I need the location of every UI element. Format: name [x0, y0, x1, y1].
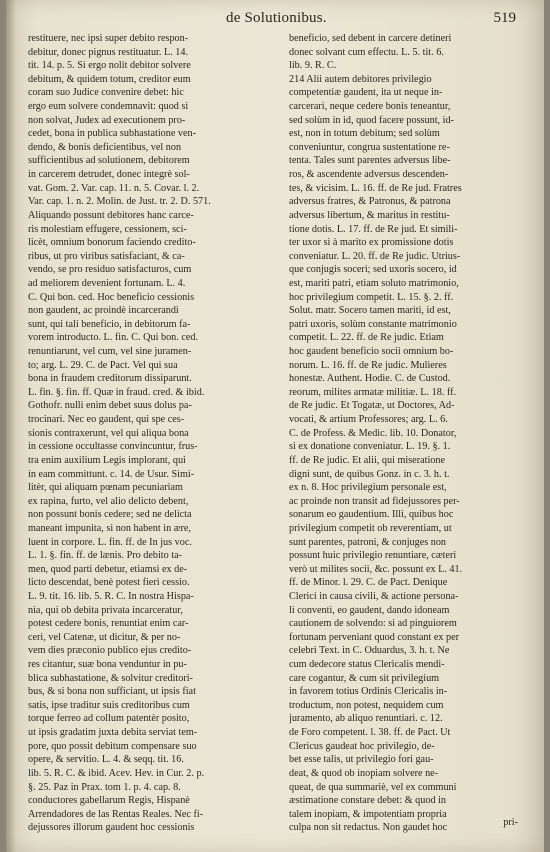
text-line: ut ipsis gradatim juxta debita serviat tem- [28, 727, 198, 739]
text-line: C. de Profess. & Medic. lib. 10. Donator, [289, 427, 457, 439]
text-line: men, quod parti debetur, etiamsi ex de- [28, 563, 188, 575]
text-line: tes, & vicisim. L. 16. ff. de Re jud. Fratres [289, 182, 462, 194]
text-line: possunt huic privilegio renuntiare, cæteri [289, 550, 457, 562]
text-line: est, non in totum debitum; sed solùm [289, 128, 440, 140]
text-line: adversus fratres, & Patronus, & patrona [289, 196, 451, 208]
text-line: dejussores illorum gaudent hoc cessionis [28, 822, 195, 834]
text-line: ff. de Minor. l. 29. C. de Pact. Denique [289, 577, 448, 589]
text-line: Gothofr. nulli enim debet suus dolus pa- [28, 400, 192, 412]
text-line: §. 25. Paz in Prax. tom 1. p. 4. cap. 8. [28, 781, 181, 793]
text-line: hoc privilegium competit. L. 15. §. 2. ff. [289, 291, 454, 303]
catchword: pri- [503, 817, 518, 828]
text-line: L. fin. §. fin. ff. Quæ in fraud. cred. & ibid. [28, 386, 205, 398]
text-line: potest cedere bonis, renuntiat enim car- [28, 618, 189, 630]
text-line: privilegium competit ob reverentiam, ut [289, 522, 452, 534]
text-line: adversus libertum, & maritus in restitu- [289, 209, 450, 221]
text-line: bus, & si bona non sufficiant, ut ipsis fiat [28, 686, 196, 698]
text-line: sonarum eo gaudentium. Illi, quibus hoc [289, 509, 454, 521]
text-line: pore, quo possit debitum compensare suo [28, 740, 197, 752]
text-line: cum dedecore status Clericalis mendi- [289, 659, 445, 671]
text-line: tione dotis. L. 17. ff. de Re jud. Et simili- [289, 223, 458, 235]
text-line: deat, & quod ob inopiam solvere ne- [289, 767, 439, 779]
text-line: in favorem totius Ordinis Clericalis in- [289, 686, 448, 698]
text-line: renuntiarunt, vel cum, vel sine juramen- [28, 346, 192, 358]
text-line: sunt, qui tali beneficio, in debitorum fa- [28, 318, 191, 330]
text-line: ribus, ut pro viribus satisfaciant, & ca- [28, 250, 185, 262]
text-line: debitur, donec pignus restituatur. L. 14. [28, 46, 189, 58]
text-line: non solvat, Judex ad executionem pro- [28, 114, 186, 126]
text-line: L. 9. tit. 16. lib. 5. R. C. In nostra Hispa- [28, 590, 194, 602]
text-line: sed solùm in id, quod facere possunt, id- [289, 114, 454, 126]
text-line: conveniatur. L. 20. ff. de Re judic. Utrius- [289, 250, 461, 262]
text-line: to; arg. L. 29. C. de Pact. Vel qui sua [28, 359, 178, 371]
text-line: opere, & servitio. L. 4. & seqq. tit. 16. [28, 754, 184, 766]
text-line: lib. 9. R. C. [289, 60, 337, 72]
text-line: dendo, & bonis deficientibus, vel non [28, 141, 182, 153]
text-line: vem dies præconio publico ejus credito- [28, 645, 192, 657]
text-line: trocinari. Nec eo gaudent, qui spe ces- [28, 414, 185, 426]
text-line: competit. L. 22. ff. de Re judic. Etiam [289, 332, 444, 344]
text-line: troductum, non potest, nequidem cum [289, 699, 444, 711]
text-line: vocati, & artium Professores; arg. L. 6. [289, 414, 448, 426]
text-line: vat. Gom. 2. Var. cap. 11. n. 5. Covar. l. 2. [28, 182, 200, 194]
text-line: talem inopiam, & impotentiam propria [289, 808, 447, 820]
text-line: torque ferreo ad collum patentèr posito, [28, 713, 190, 725]
text-line: fortunam perveniant quod constant ex per [289, 631, 460, 643]
book-page [6, 0, 544, 852]
text-line: vendo, se pro residuo satisfacturos, cum [28, 264, 192, 276]
text-line: sufficientibus ad solutionem, debitorem [28, 155, 190, 167]
text-line: res citantur, suæ bona venduntur in pu- [28, 659, 187, 671]
gutter-shadow [6, 0, 16, 852]
text-line: bona in fraudem creditorum dissiparunt. [28, 373, 192, 385]
text-line: de Foro competent. l. 38. ff. de Pact. Ut [289, 727, 451, 739]
text-line: tit. 14. p. 5. Si ergo nolit debitor solvere [28, 60, 191, 72]
text-line: non gaudent, ac proindè incarcerandi [28, 305, 179, 317]
text-line: bet esse talis, ut privilegio fori gau- [289, 754, 434, 766]
text-line: Aliquando possunt debitores hanc carce- [28, 209, 194, 221]
text-line: ff. de Re judic. Et alii, qui miseratione [289, 454, 445, 466]
text-line: reorum, milites armatæ militiæ. L. 18. ff. [289, 386, 457, 398]
text-line: Var. cap. 1. n. 2. Molin. de Just. tr. 2. D. 571. [28, 196, 211, 208]
text-line: donec solvant cum effectu. L. 5. tit. 6. [289, 46, 444, 58]
text-line: ceri, vel Catenæ, ut dicitur, & per no- [28, 631, 181, 643]
text-line: Solut. matr. Socero tamen mariti, id est, [289, 305, 451, 317]
text-line: de Re judic. Et Togatæ, ut Doctores, Ad- [289, 400, 455, 412]
text-line: tenta. Tales sunt parentes adversus libe- [289, 155, 451, 167]
text-line: æstimatione constare debet: & quod in [289, 795, 447, 807]
text-line: honestæ. Authent. Hodie. C. de Custod. [289, 373, 451, 385]
text-line: ex rapina, furto, vel alio delicto debent, [28, 495, 189, 507]
text-line: in cessione occultasse convincuntur, frus- [28, 441, 198, 453]
text-line: blica subhastatione, & solvitur creditori- [28, 672, 193, 684]
text-line: sunt parentes, patroni, & conjuges non [289, 536, 447, 548]
text-line: que conjugis soceri; sed uxoris socero, id [289, 264, 457, 276]
text-line: non possunt bonis cedere; sed ne delicta [28, 509, 192, 521]
text-line: ergo eum solvere condemnavit: quod si [28, 101, 189, 113]
text-line: est, mariti patri, etiam soluto matrimonio, [289, 277, 459, 289]
text-line: conductores gabellarum Regis, Hispanè [28, 795, 190, 807]
right-text-column [289, 32, 529, 835]
text-line: coram suo Judice convenire debet: hic [28, 87, 184, 99]
text-line: juramento, ab aliquo renuntiari. c. 12. [289, 713, 443, 725]
text-line: sionis contraxerunt, vel qui aliqua bona [28, 427, 189, 439]
text-line: luent in corpore. L. fin. ff. de In jus voc. [28, 536, 192, 548]
text-line: celebri Text. in C. Oduardus, 3. h. t. Ne [289, 645, 450, 657]
text-line: carcerari, neque cedere bonis teneantur, [289, 101, 451, 113]
text-line: L. 1. §. fin. ff. de lænis. Pro debito ta- [28, 550, 183, 562]
text-line: queat, de qua summariè, vel ex communi [289, 781, 457, 793]
text-line: Clericus gaudeat hoc privilegio, de- [289, 740, 435, 752]
text-line: ros, & ascendente adversus descenden- [289, 169, 449, 181]
text-line: licèt, omnium bonorum faciendo credito- [28, 237, 196, 249]
text-line: ac proinde non transit ad fidejussores per- [289, 495, 460, 507]
text-line: conveniuntur, congrua sustentatione re- [289, 141, 450, 153]
page-header [6, 8, 544, 34]
text-line: Arrendadores de las Rentas Reales. Nec fi- [28, 808, 204, 820]
text-line: tra enim auxilium Legis implorant, qui [28, 454, 186, 466]
text-line: C. Qui bon. ced. Hoc beneficio cessionis [28, 291, 195, 303]
text-line: si ex donatione conveniatur. L. 19. §. 1. [289, 441, 451, 453]
text-line: licto descendat, benè potest fieri cessio. [28, 577, 190, 589]
text-line: li conventi, eo gaudent, dando idoneam [289, 604, 450, 616]
text-line: maneant impunita, si non habent in ære, [28, 522, 191, 534]
text-line: culpa non sit redactus. Non gaudet hoc [289, 822, 448, 834]
text-line: litèr, qui aliquam pœnam pecuniariam [28, 482, 183, 494]
text-line: restituere, nec ipsi super debito respon- [28, 33, 189, 44]
text-line: in carcerem detrudet, donec integrè sol- [28, 169, 190, 181]
text-line: debitum, & quidem totum, creditor eum [28, 73, 191, 85]
text-line: Clerici in causa civili, & actione persona- [289, 590, 459, 602]
text-line: cautionem de solvendo: si ad pinguiorem [289, 618, 457, 630]
page-number: 519 [493, 10, 516, 26]
text-line: lib. 5. R. C. & ibid. Acev. Hev. in Cur. 2. p. [28, 767, 205, 779]
text-line: in eam committunt. c. 14. de Usur. Simi- [28, 468, 195, 480]
text-line: satis, ipse traditur suis creditoribus cum [28, 699, 190, 711]
text-line: ter uxor si à marito ex promissione dotis [289, 237, 454, 249]
left-text-column [28, 32, 266, 835]
running-head: de Solutionibus. [226, 10, 327, 26]
text-line: beneficio, sed debent in carcere detineri [289, 33, 452, 44]
text-line: verò ut milites socii, &c. possunt ex L. 41. [289, 563, 463, 575]
text-line: 214 Alii autem debitores privilegio [289, 73, 432, 85]
text-line: ex n. 8. Hoc privilegium personale est, [289, 482, 447, 494]
text-line: norum. L. 16. ff. de Re judic. Mulieres [289, 359, 447, 371]
text-line: care cogantur, & cum sit privilegium [289, 672, 440, 684]
text-line: digni sunt, de quibus Gonz. in c. 3. h. t. [289, 468, 450, 480]
text-line: patri uxoris, solùm constante matrimonio [289, 318, 457, 330]
text-line: competentiæ gaudent, ita ut neque in- [289, 87, 443, 99]
text-line: hoc gaudent beneficio socii omnium bo- [289, 346, 454, 358]
text-line: ad meliorem devenient fortunam. L. 4. [28, 277, 186, 289]
text-line: ris molestiam effugere, cessionem, sci- [28, 223, 187, 235]
text-line: nia, qui ob debita privata incarceratur, [28, 604, 183, 616]
text-line: cedet, bona in publica subhastatione ven- [28, 128, 197, 140]
text-line: vorem introducto. L. fin. C. Qui bon. ced. [28, 332, 199, 344]
